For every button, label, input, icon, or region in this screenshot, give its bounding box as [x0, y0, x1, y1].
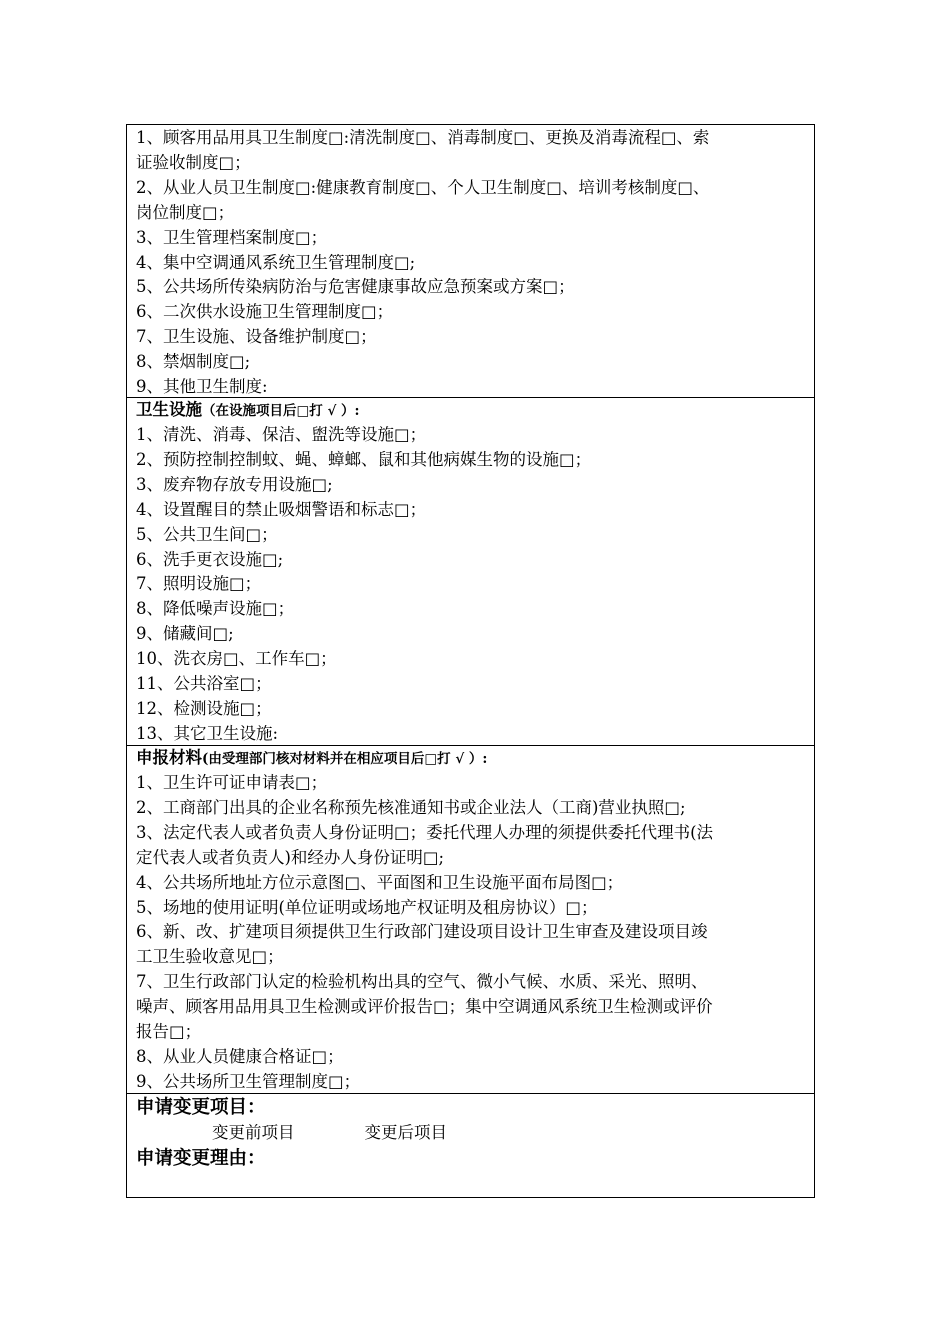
materials-header [136, 746, 806, 771]
facilities-header [136, 398, 806, 423]
rule-line: 证验收制度□； [136, 152, 251, 172]
rule-line: 1、顾客用品用具卫生制度□:清洗制度□、消毒制度□、更换及消毒流程□、索 [136, 128, 710, 147]
material-item: 6、新、改、扩建项目须提供卫生行政部门建设项目设计卫生审查及建设项目竣 [136, 922, 708, 942]
rule-line: 8、禁烟制度□; [136, 352, 251, 372]
facilities-title: 卫生设施 [136, 400, 202, 419]
facility-item: 7、照明设施□； [136, 574, 262, 594]
facility-item: 6、洗手更衣设施□; [136, 549, 284, 569]
material-item: 9、公共场所卫生管理制度□； [136, 1071, 361, 1091]
rule-line: 9、其他卫生制度: [136, 377, 268, 397]
material-item: 噪声、顾客用品用具卫生检测或评价报告□；集中空调通风系统卫生检测或评价 [136, 997, 713, 1017]
facility-item: 12、检测设施□； [136, 698, 272, 718]
rule-line: 7、卫生设施、设备维护制度□； [136, 327, 377, 347]
rule-line: 3、卫生管理档案制度□； [136, 227, 328, 247]
material-item: 2、工商部门出具的企业名称预先核准通知书或企业法人（工商)营业执照□; [136, 797, 686, 817]
facility-item: 5、公共卫生间□； [136, 524, 278, 544]
material-item: 1、卫生许可证申请表□； [136, 773, 328, 792]
change-columns [136, 1121, 806, 1145]
facilities-note: （在设施项目后□打 √ ）: [202, 403, 360, 419]
change-items-label: 申请变更项目： [136, 1097, 266, 1118]
after-item-label: 变更后项目 [364, 1123, 447, 1142]
change-reason-label: 申请变更理由： [136, 1148, 266, 1169]
materials-section [127, 745, 814, 1093]
facility-item: 8、降低噪声设施□； [136, 599, 295, 619]
material-item: 工卫生验收意见□； [136, 947, 284, 967]
facility-item: 3、废弃物存放专用设施□; [136, 474, 333, 494]
material-item: 报告□； [136, 1022, 202, 1042]
material-item: 8、从业人员健康合格证□； [136, 1046, 344, 1066]
rule-line: 4、集中空调通风系统卫生管理制度□; [136, 252, 416, 272]
facility-item: 2、预防控制控制蚊、蝇、蟑螂、鼠和其他病媒生物的设施□； [136, 449, 592, 469]
facility-item: 13、其它卫生设施: [136, 723, 279, 743]
change-request-section [127, 1093, 814, 1197]
rule-line: 6、二次供水设施卫生管理制度□； [136, 302, 394, 322]
facility-item: 4、设置醒目的禁止吸烟警语和标志□； [136, 499, 427, 519]
rule-line: 5、公共场所传染病防治与危害健康事故应急预案或方案□； [136, 277, 575, 297]
material-item: 4、公共场所地址方位示意图□、平面图和卫生设施平面布局图□； [136, 872, 624, 892]
material-item: 5、场地的使用证明(单位证明或场地产权证明及租房协议）□； [136, 897, 598, 917]
before-item-label: 变更前项目 [212, 1123, 295, 1142]
material-item: 7、卫生行政部门认定的检验机构出具的空气、微小气候、水质、采光、照明、 [136, 972, 708, 992]
facility-item: 10、洗衣房□、工作车□； [136, 649, 337, 669]
rule-line: 2、从业人员卫生制度□:健康教育制度□、个人卫生制度□、培训考核制度□、 [136, 177, 710, 197]
materials-note: (由受理部门核对材料并在相应项目后□打 √ ）: [202, 751, 488, 767]
facility-item: 11、公共浴室□； [136, 674, 272, 694]
facility-item: 1、清洗、消毒、保洁、盥洗等设施□； [136, 425, 427, 444]
material-item: 3、法定代表人或者负责人身份证明□；委托代理人办理的须提供委托代理书(法 [136, 822, 714, 842]
application-form-table [126, 124, 815, 1198]
material-item: 定代表人或者负责人)和经办人身份证明□; [136, 847, 445, 867]
facility-item: 9、储藏间□; [136, 624, 234, 644]
materials-title: 申报材料 [136, 748, 202, 767]
rule-line: 岗位制度□； [136, 202, 235, 222]
hygiene-rules-section [127, 125, 814, 397]
facilities-section [127, 397, 814, 745]
